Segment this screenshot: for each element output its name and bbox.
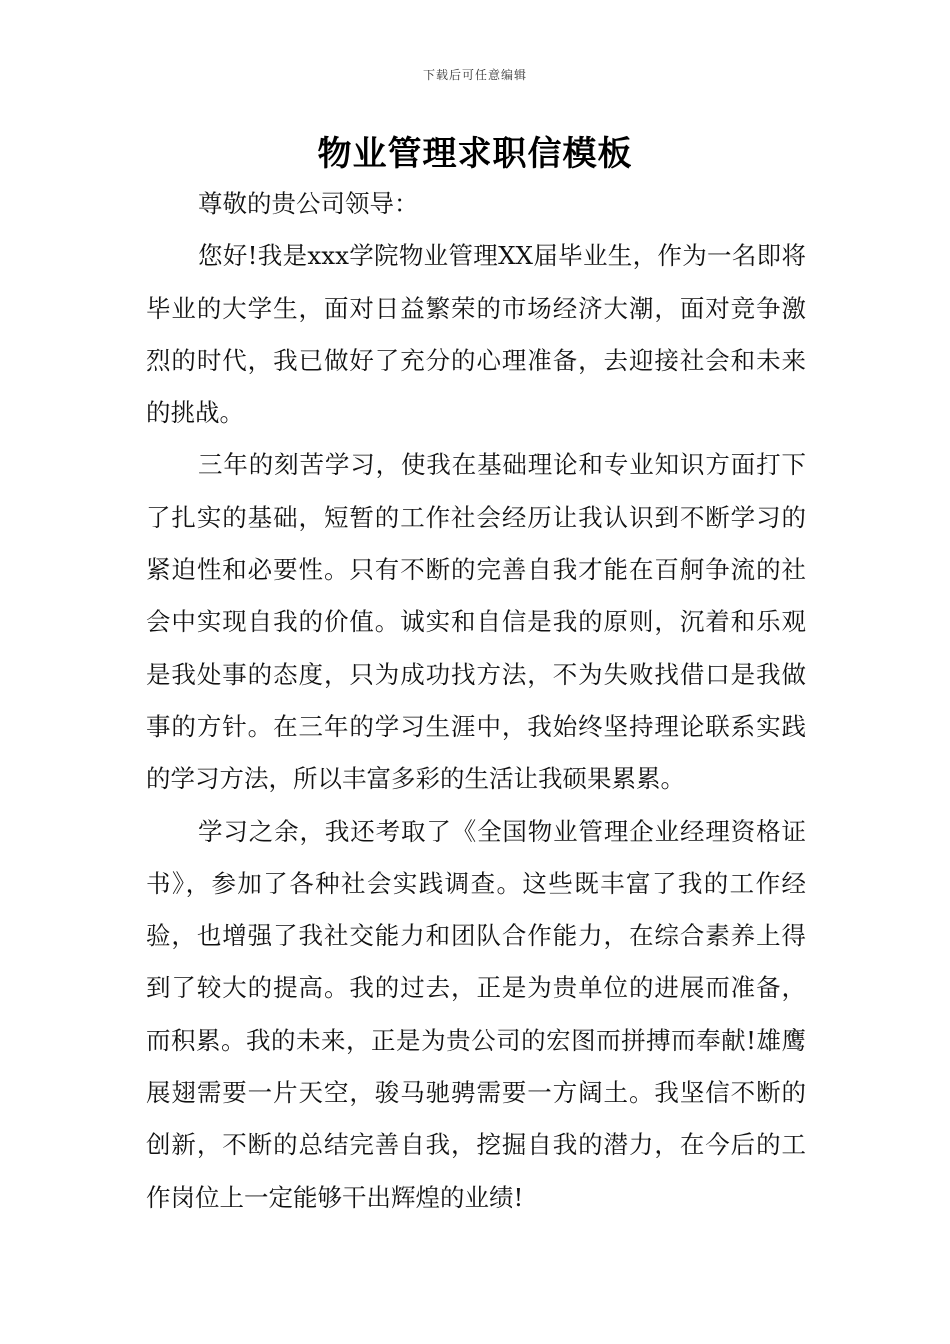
- paragraph-2: 三年的刻苦学习，使我在基础理论和专业知识方面打下了扎实的基础，短暂的工作社会经历让我认识到不断学习的紧迫性和必要性。只有不断的完善自我才能在百舸争流的社会中实现自我的价值。诚实和自信是我的原则，沉着和乐观是我处事的态度，只为成功找方法，不为失败找借口是我做事的方针。在三年的学习生涯中，我始终坚持理论联系实践的学习方法，所以丰富多彩的生活让我硕果累累。: [146, 450, 806, 794]
- document-title: 物业管理求职信模板: [317, 134, 633, 174]
- header-note: 下载后可任意编辑: [422, 68, 527, 82]
- paragraph-1: 您好!我是xxx学院物业管理XX届毕业生，作为一名即将毕业的大学生，面对日益繁荣的市场经济大潮，面对竞争激烈的时代，我已做好了充分的心理准备，去迎接社会和未来的挑战。: [146, 241, 806, 428]
- letter-body: [146, 178, 806, 1224]
- paragraph-3: 学习之余，我还考取了《全国物业管理企业经理资格证书》，参加了各种社会实践调查。这些既丰富了我的工作经验，也增强了我社交能力和团队合作能力，在综合素养上得到了较大的提高。我的过去，正是为贵单位的进展而准备，而积累。我的未来，正是为贵公司的宏图而拼搏而奉献!雄鹰展翅需要一片天空，骏马驰骋需要一方阔土。我坚信不断的创新，不断的总结完善自我，挖掘自我的潜力，在今后的工作岗位上一定能够干出辉煌的业绩!: [146, 816, 806, 1212]
- salutation: 尊敬的贵公司领导：: [198, 189, 419, 218]
